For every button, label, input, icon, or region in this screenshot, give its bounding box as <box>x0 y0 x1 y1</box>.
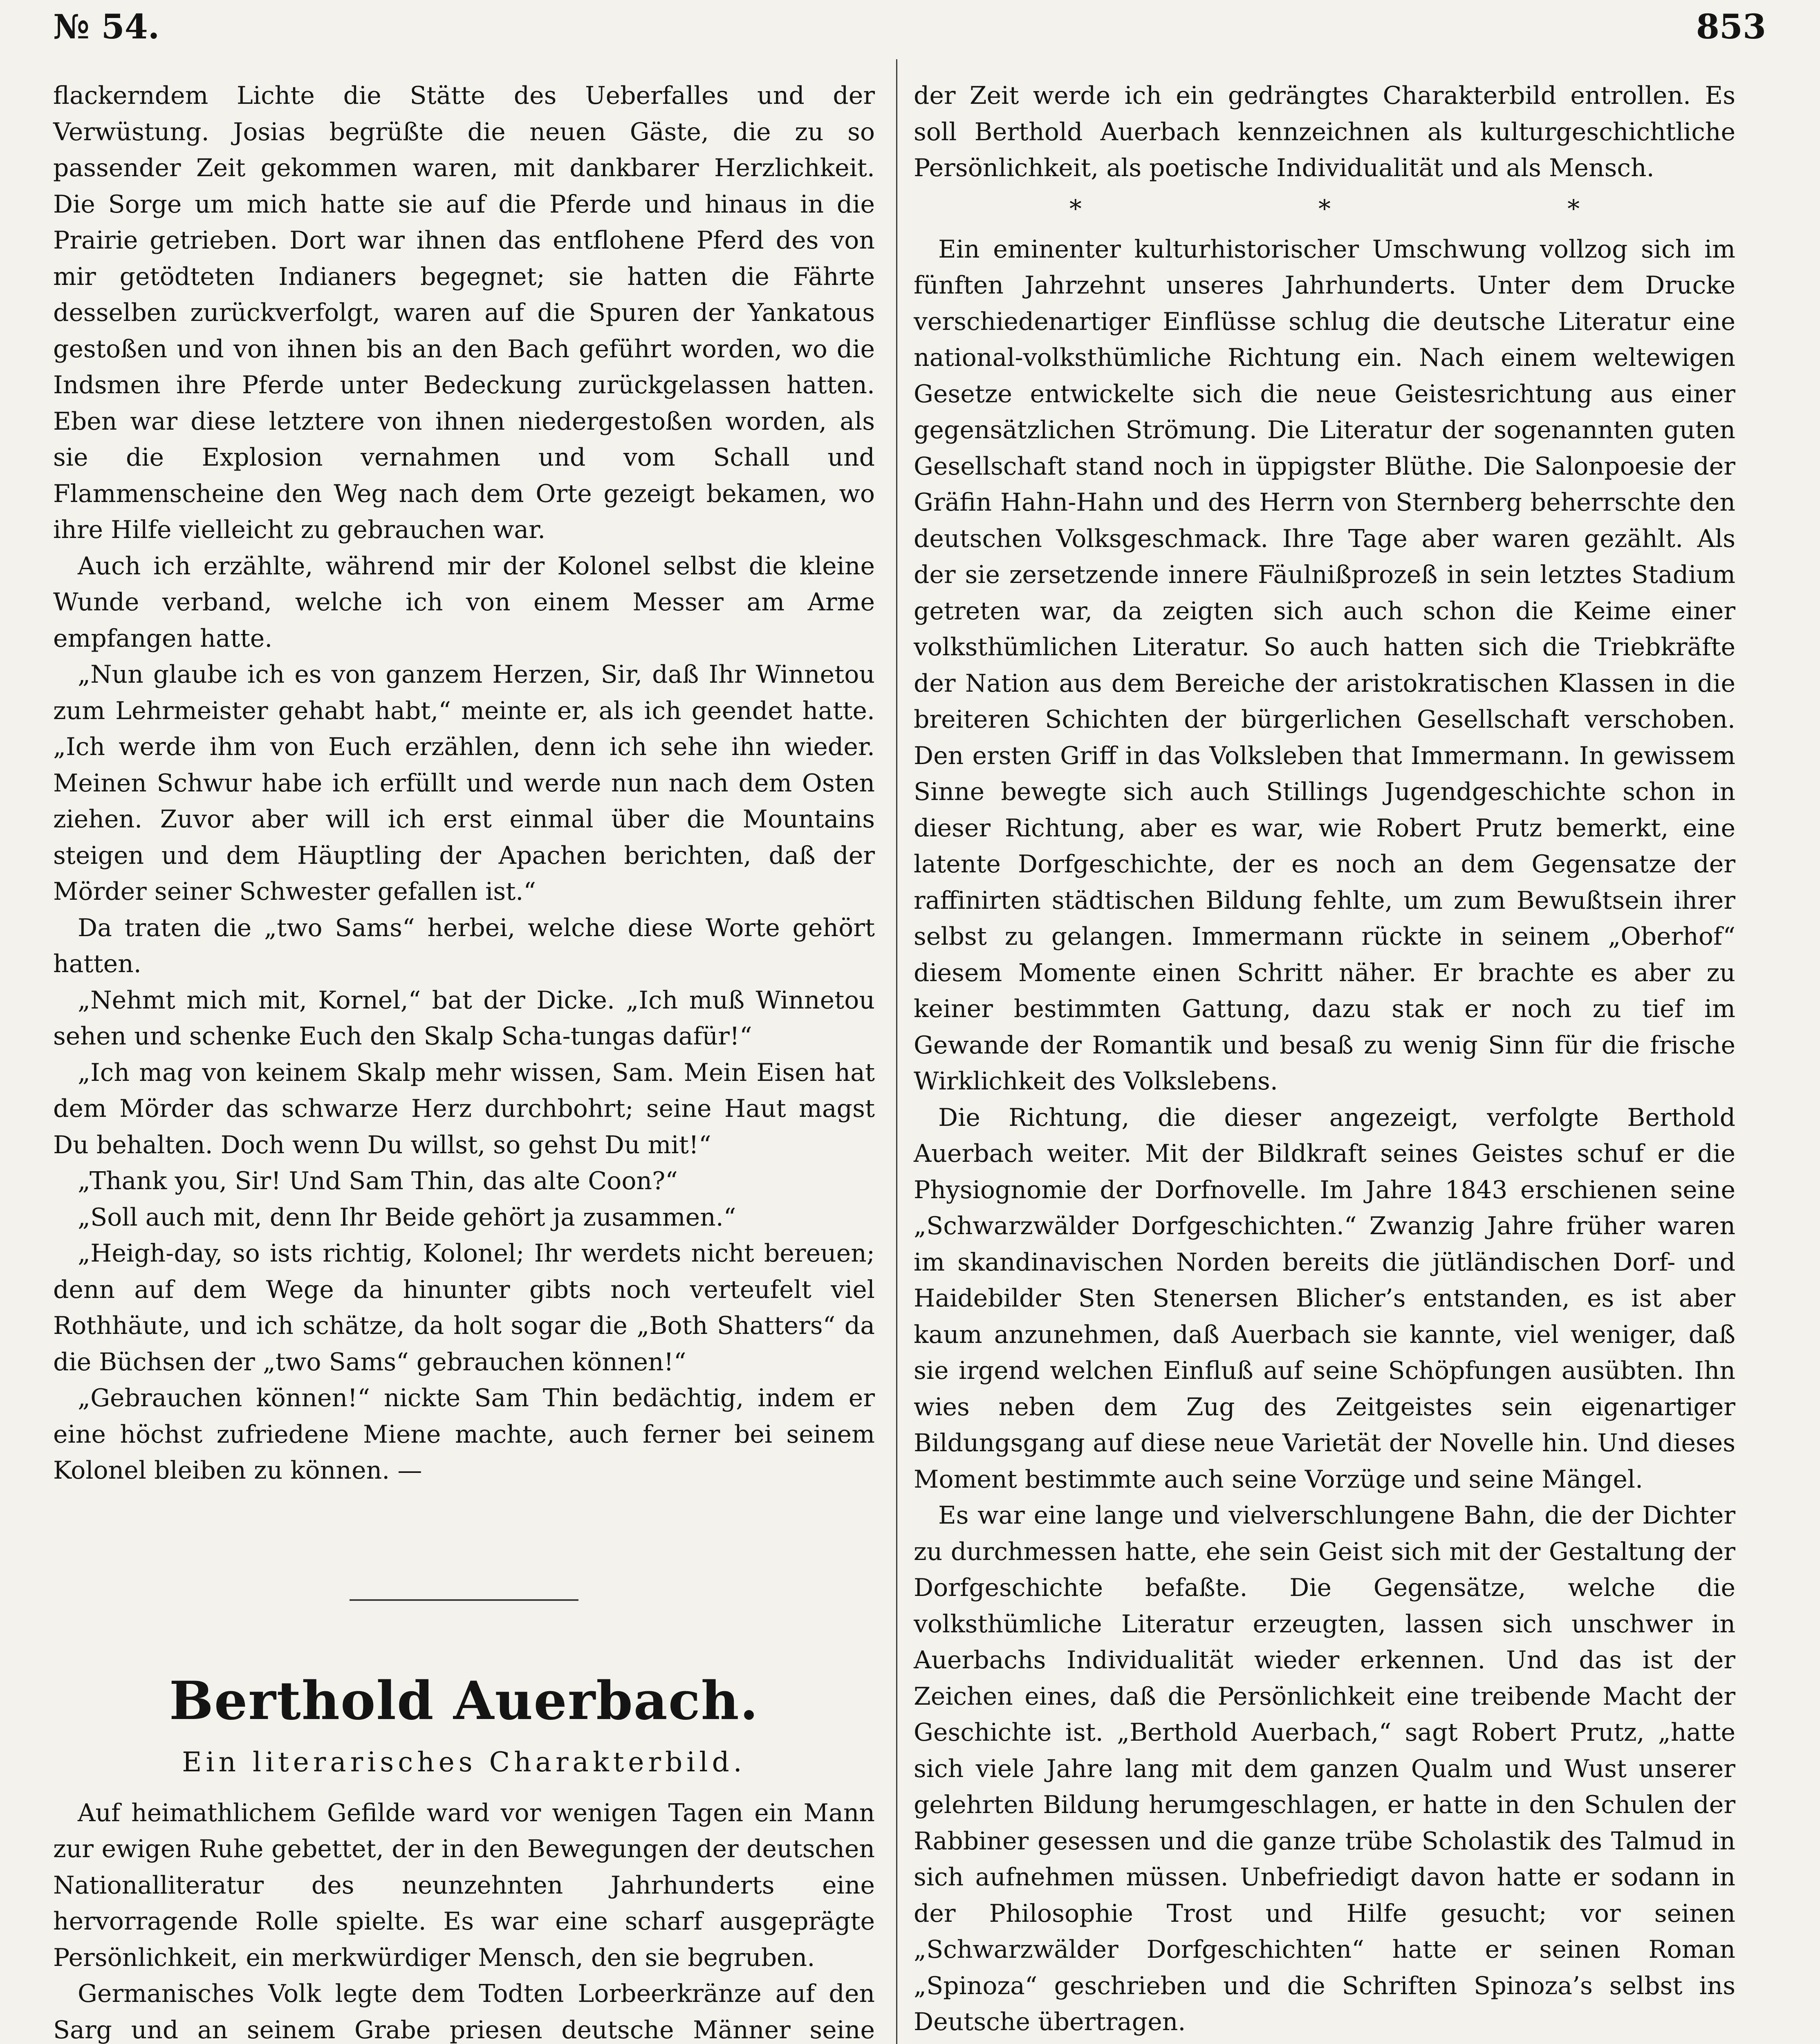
section-stars: * * * <box>1069 194 1694 223</box>
article-paragraph: Die Richtung, die dieser angezeigt, verfolgte Berthold Auerbach weiter. Mit der Bildkraft seines Geistes schuf er die Physiognomie der Dorfnovelle. Im Jahre 1843 erschienen seine „Schwarzwälder Dorfgeschichten.“ Zwanzig Jahre früher waren im skandinavischen Norden bereits die jütländischen Dorf- und Haidebilder Sten Stenersen Blicher’s entstanden, es ist aber kaum anzunehmen, daß Auerbach sie kannte, viel weniger, daß sie irgend welchen Einfluß auf seine Schöpfungen ausübten. Ihn wies neben dem Zug des Zeitgeistes sein eigenartiger Bildungsgang auf diese neue Varietät der Novelle hin. Und dieses Moment bestimmte auch seine Vorzüge und seine Mängel. <box>914 1103 1735 1494</box>
article-subtitle: Ein literarisches Charakterbild. <box>182 1746 746 1778</box>
section-separator <box>350 1599 578 1601</box>
article-title: Berthold Auerbach. <box>169 1670 759 1732</box>
story-paragraph: „Nehmt mich mit, Kornel,“ bat der Dicke. „Ich muß Winnetou sehen und schenke Euch den Skalp Scha-tungas dafür!“ <box>53 986 875 1051</box>
story-paragraph: „Nun glaube ich es von ganzem Herzen, Sir, daß Ihr Winnetou zum Lehrmeister gehabt habt,“ meinte er, als ich geendet hatte. „Ich werde ihm von Euch erzählen, denn ich sehe ihn wieder. Meinen Schwur habe ich erfüllt und werde nun nach dem Osten ziehen. Zuvor aber will ich erst einmal über die Mountains steigen und dem Häuptling der Apachen berichten, daß der Mörder seiner Schwester gefallen ist.“ <box>53 660 875 906</box>
article-paragraph <box>914 2040 1735 2044</box>
issue-number: № 54. <box>53 7 160 47</box>
story-paragraph: Auch ich erzählte, während mir der Kolonel selbst die kleine Wunde verband, welche ich von einem Messer am Arme empfangen hatte. <box>53 551 875 653</box>
story-paragraph: flackerndem Lichte die Stätte des Ueberfalles und der Verwüstung. Josias begrüßte die neuen Gäste, die zu so passender Zeit gekommen waren, mit dankbarer Herzlichkeit. Die Sorge um mich hatte sie auf die Pferde und hinaus in die Prairie getrieben. Dort war ihnen das entflohene Pferd des von mir getödteten Indianers begegnet; sie hatten die Fährte desselben zurückverfolgt, waren auf die Spuren der Yankatous gestoßen und von ihnen bis an den Bach geführt worden, wo die Indsmen ihre Pferde unter Bedeckung zurückgelassen hatten. Eben war diese letztere von ihnen niedergestoßen worden, als sie die Explosion vernahmen und vom Schall und Flammenscheine den Weg nach dem Orte gezeigt bekamen, wo ihre Hilfe vielleicht zu gebrauchen war. <box>53 81 875 544</box>
article-paragraph: Ein eminenter kulturhistorischer Umschwung vollzog sich im fünften Jahrzehnt unseres Jahrhunderts. Unter dem Drucke verschiedenartiger Einflüsse schlug die deutsche Literatur eine national-volksthümliche Richtung ein. Nach einem weltewigen Gesetze entwickelte sich die neue Geistesrichtung aus einer gegensätzlichen Strömung. Die Literatur der sogenannten guten Gesellschaft stand noch in üppigster Blüthe. Die Salonpoesie der Gräfin Hahn-Hahn und des Herrn von Sternberg beherrschte den deutschen Volksgeschmack. Ihre Tage aber waren gezählt. Als der sie zersetzende innere Fäulnißprozeß in sein letztes Stadium getreten war, da zeigten sich auch schon die Keime einer volksthümlichen Literatur. So auch hatten sich die Triebkräfte der Nation aus dem Bereiche der aristokratischen Klassen in die breiteren Schichten der bürgerlichen Gesellschaft verschoben. Den ersten Griff in das Volksleben that Immermann. In gewissem Sinne bewegte sich auch Stillings Jugendgeschichte schon in dieser Richtung, aber es war, wie Robert Prutz bemerkt, eine latente Dorfgeschichte, der es noch an dem Gegensatze der raffinirten städtischen Bildung fehlte, um zum Bewußtsein ihrer selbst zu gelangen. Immermann rückte in seinem „Oberhof“ diesem Momente einen Schritt näher. Er brachte es aber zu keiner bestimmten Gattung, dazu stak er noch zu tief im Gewande der Romantik und besaß zu wenig Sinn für die frische Wirklichkeit des Volkslebens. <box>914 235 1735 1096</box>
page-number: 853 <box>1696 7 1766 47</box>
story-paragraph: „Thank you, Sir! Und Sam Thin, das alte Coon?“ <box>78 1167 678 1195</box>
left-column <box>53 78 875 2044</box>
column-divider <box>896 59 897 2044</box>
story-paragraph: „Soll auch mit, denn Ihr Beide gehört ja zusammen.“ <box>78 1203 736 1232</box>
story-paragraph: „Gebrauchen können!“ nickte Sam Thin bedächtig, indem er eine höchst zufriedene Miene machte, auch ferner bei seinem Kolonel bleiben zu können. — <box>53 1384 875 1485</box>
article-paragraph: Auf heimathlichem Gefilde ward vor wenigen Tagen ein Mann zur ewigen Ruhe gebettet, der in den Bewegungen der deutschen Nationalliteratur des neunzehnten Jahrhunderts eine hervorragende Rolle spielte. Es war eine scharf ausgeprägte Persönlichkeit, ein merkwürdiger Mensch, den sie begruben. <box>53 1798 875 1972</box>
article-intro: der Zeit werde ich ein gedrängtes Charakterbild entrollen. Es soll Berthold Auerbach kennzeichnen als kulturgeschichtliche Persönlichkeit, als poetische Individualität und als Mensch. <box>914 81 1735 182</box>
story-paragraph: „Ich mag von keinem Skalp mehr wissen, Sam. Mein Eisen hat dem Mörder das schwarze Herz durchbohrt; seine Haut magst Du behalten. Doch wenn Du willst, so gehst Du mit!“ <box>53 1058 875 1159</box>
story-paragraph: „Heigh-day, so ists richtig, Kolonel; Ihr werdets nicht bereuen; denn auf dem Wege da hinunter gibts noch verteufelt viel Rothhäute, und ich schätze, da holt sogar die „Both Shatters“ da die Büchsen der „two Sams“ gebrauchen können!“ <box>53 1239 875 1376</box>
story-paragraph: Da traten die „two Sams“ herbei, welche diese Worte gehört hatten. <box>53 913 875 978</box>
right-column <box>914 78 1735 2044</box>
article-paragraph: Germanisches Volk legte dem Todten Lorbeerkränze auf den Sarg und an seinem Grabe priesen deutsche Männer seine <box>53 1979 875 2044</box>
article-paragraph: Es war eine lange und vielverschlungene Bahn, die der Dichter zu durchmessen hatte, ehe sein Geist sich mit der Gestaltung der Dorfgeschichte befaßte. Die Gegensätze, welche die volksthümliche Literatur erzeugten, lassen sich unschwer in Auerbachs Individualität wieder erkennen. Und das ist der Zeichen eines, daß die Persönlichkeit eine treibende Macht der Geschichte ist. „Berthold Auerbach,“ sagt Robert Prutz, „hatte sich viele Jahre lang mit dem ganzen Qualm und Wust unserer gelehrten Bildung herumgeschlagen, er hatte in den Schulen der Rabbiner gesessen und die ganze trübe Scholastik des Talmud in sich aufnehmen müssen. Unbefriedigt davon hatte er sodann in der Philosophie Trost und Hilfe gesucht; vor seinen „Schwarzwälder Dorfgeschichten“ hatte er seinen Roman „Spinoza“ geschrieben und die Schriften Spinoza’s selbst ins Deutsche übertragen. <box>914 1501 1735 2036</box>
page-header <box>53 7 1766 52</box>
